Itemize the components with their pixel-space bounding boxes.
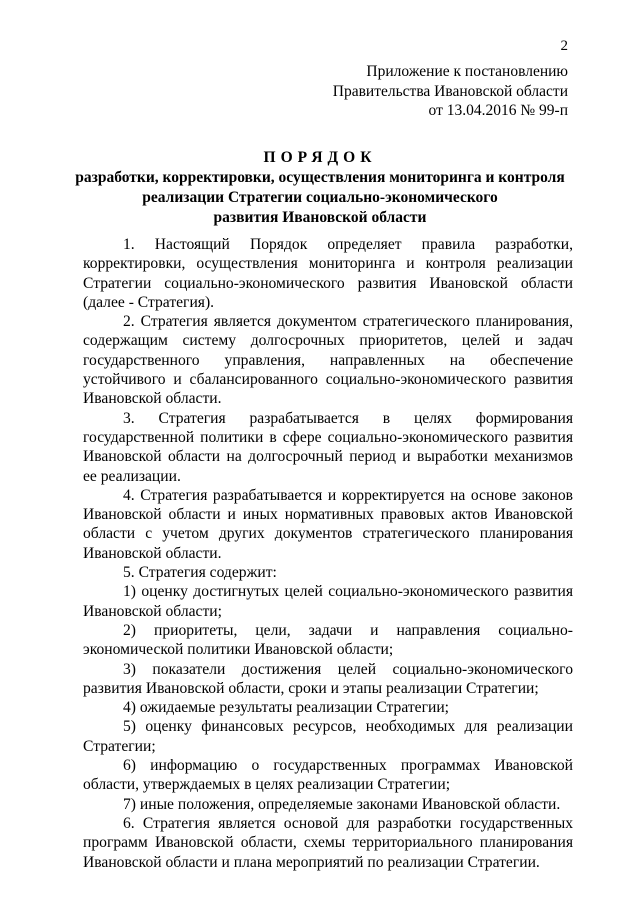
list-item-2: 2) приоритеты, цели, задачи и направления социально-экономической политики Ивановской области; <box>83 621 573 659</box>
paragraph-4: 4. Стратегия разрабатывается и корректируется на основе законов Ивановской области и иных нормативных правовых актов Ивановской области с учетом других документов стратегического планирования Ивановской области. <box>83 486 573 562</box>
list-item-1: 1) оценку достигнутых целей социально-экономического развития Ивановской области; <box>83 583 573 620</box>
list-item-6: 6) информацию о государственных программах Ивановской области, утверждаемых в целях реализации Стратегии; <box>83 757 573 794</box>
list-item-7: 7) иные положения, определяемые законами Ивановской области. <box>123 795 561 813</box>
title-line-3: развития Ивановской области <box>213 209 427 226</box>
appendix-line-1: Приложение к постановлению <box>366 63 568 80</box>
appendix-header <box>333 62 568 121</box>
appendix-line-2: Правительства Ивановской области <box>332 82 568 100</box>
paragraph-1: 1. Настоящий Порядок определяет правила разработки, корректировки, осуществления мониторинга и контроля реализации Стратегии социально-экономического развития Ивановской области (далее - Стратегия). <box>83 236 573 311</box>
appendix-line-3: от 13.04.2016 № 99-п <box>428 102 568 119</box>
paragraph-3: 3. Стратегия разрабатывается в целях формирования государственной политики в сфере социально-экономического развития Ивановской области на долгосрочный период и выработки механизмов ее реализации. <box>83 409 573 485</box>
document-body <box>83 235 573 872</box>
list-item-5: 5) оценку финансовых ресурсов, необходимых для реализации Стратегии; <box>83 718 573 755</box>
title-line-2: реализации Стратегии социально-экономического <box>142 189 498 206</box>
page-number: 2 <box>560 38 568 54</box>
document-title <box>70 147 570 228</box>
title-main: ПОРЯДОК <box>263 149 377 166</box>
paragraph-6: 6. Стратегия является основой для разработки государственных программ Ивановской области, схемы территориального планирования Ивановской области и плана мероприятий по реализации Стратегии. <box>83 814 573 871</box>
title-line-1: разработки, корректировки, осуществления мониторинга и контроля <box>75 169 565 186</box>
paragraph-5: 5. Стратегия содержит: <box>123 564 277 582</box>
list-item-4: 4) ожидаемые результаты реализации Стратегии; <box>123 699 449 717</box>
paragraph-2: 2. Стратегия является документом стратегического планирования, содержащим систему долгосрочных приоритетов, целей и задач государственного управления, направленных на обеспечение устойчивого и сбалансированного социально-экономического развития Ивановской области. <box>83 313 573 408</box>
list-item-3: 3) показатели достижения целей социально-экономического развития Ивановской области, сроки и этапы реализации Стратегии; <box>83 660 573 697</box>
